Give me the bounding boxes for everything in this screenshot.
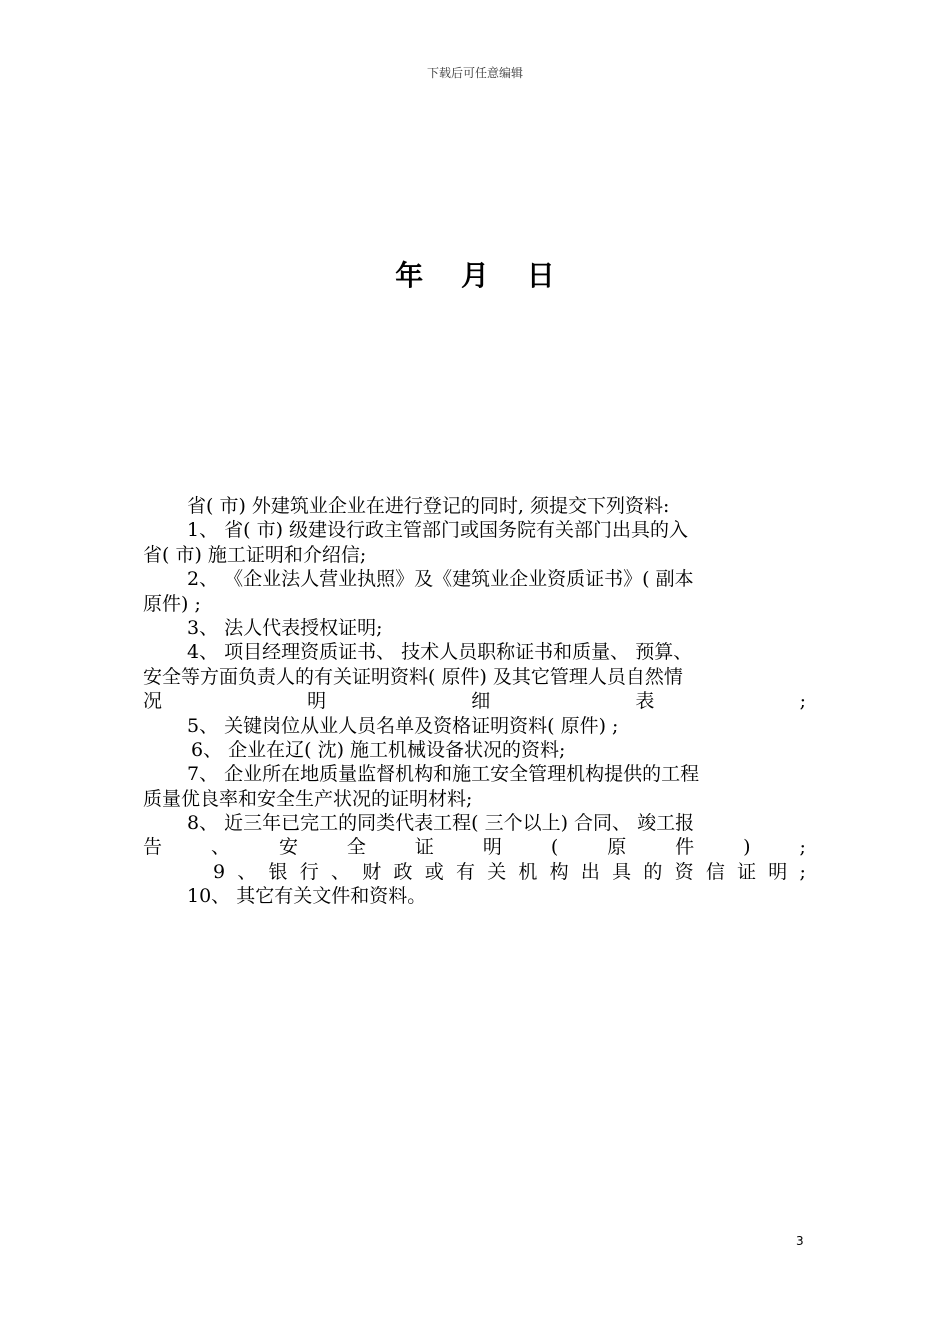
item-9-char: 信 <box>705 860 725 883</box>
item-8-char: 证 <box>414 836 434 859</box>
item-9-char: 、 <box>331 860 351 883</box>
item-3: 3、 法人代表授权证明; <box>187 616 383 639</box>
item-7-line-1: 7、 企业所在地质量监督机构和施工安全管理机构提供的工程 <box>187 763 700 786</box>
item-8-line-2 <box>143 835 806 859</box>
item-8-char: 安 <box>278 836 298 859</box>
item-9-char: 行 <box>299 860 319 883</box>
item-9-char: 明 <box>768 860 788 883</box>
item-8-char: 件 <box>675 836 695 859</box>
item-9-char: 、 <box>237 860 257 883</box>
document-body <box>143 494 806 909</box>
item-4-char: 明 <box>307 690 327 713</box>
item-1-line-2: 省( 市) 施工证明和介绍信; <box>143 543 367 566</box>
item-8-char: 全 <box>346 836 366 859</box>
item-9-char: 证 <box>737 860 757 883</box>
item-8-char: ; <box>799 836 806 859</box>
item-9-char: 出 <box>580 860 600 883</box>
item-7-line-2: 质量优良率和安全生产状况的证明材料; <box>143 787 473 810</box>
page-number: 3 <box>796 1234 804 1248</box>
date-line <box>0 254 950 294</box>
item-9-char: 机 <box>518 860 538 883</box>
item-8-char: ) <box>743 836 751 859</box>
item-2-line-1: 2、 《企业法人营业执照》及《建筑业企业资质证书》( 副本 <box>187 568 694 591</box>
item-9-char: 关 <box>487 860 507 883</box>
item-8-char: 、 <box>210 836 230 859</box>
item-9-char: 银 <box>268 860 288 883</box>
item-4-char: 细 <box>471 690 491 713</box>
item-8-char: 告 <box>143 836 163 859</box>
item-9 <box>143 860 806 884</box>
page-header: 下载后可任意编辑 <box>426 66 523 80</box>
item-2-line-2: 原件) ; <box>143 592 201 615</box>
intro-paragraph: 省( 市) 外建筑业企业在进行登记的同时, 须提交下列资料: <box>187 495 670 517</box>
item-9-char: 资 <box>674 860 694 883</box>
item-8-char: 明 <box>482 836 502 859</box>
item-9-char: 具 <box>612 860 632 883</box>
item-4-line-2: 安全等方面负责人的有关证明资料( 原件) 及其它管理人员自然情 <box>143 665 683 688</box>
item-9-char: 构 <box>549 860 569 883</box>
item-9-char: 有 <box>455 860 475 883</box>
item-4-char: 况 <box>143 690 163 713</box>
item-8-line-1: 8、 近三年已完工的同类代表工程( 三个以上) 合同、 竣工报 <box>187 812 695 835</box>
item-1-line-1: 1、 省( 市) 级建设行政主管部门或国务院有关部门出具的入 <box>187 519 689 542</box>
year-label: 年 <box>395 259 424 292</box>
item-5: 5、 关键岗位从业人员名单及资格证明资料( 原件) ; <box>187 714 619 737</box>
item-4-line-1: 4、 项目经理资质证书、 技术人员职称证书和质量、 预算、 <box>187 641 693 664</box>
item-6: 6、 企业在辽( 沈) 施工机械设备状况的资料; <box>191 738 566 761</box>
day-label: 日 <box>526 259 555 292</box>
item-9-char: 政 <box>393 860 413 883</box>
item-9-char: 财 <box>362 860 382 883</box>
month-label: 月 <box>460 259 489 292</box>
item-4-line-3 <box>143 689 806 713</box>
item-9-char: 9 <box>213 860 226 883</box>
item-4-char: 表 <box>635 690 655 713</box>
item-9-char: 或 <box>424 860 444 883</box>
item-8-char: 原 <box>607 836 627 859</box>
item-8-char: ( <box>550 836 559 859</box>
item-9-char: ; <box>799 860 806 883</box>
item-4-char: ; <box>799 690 806 713</box>
item-10: 10、 其它有关文件和资料。 <box>187 885 427 908</box>
item-9-char: 的 <box>643 860 663 883</box>
